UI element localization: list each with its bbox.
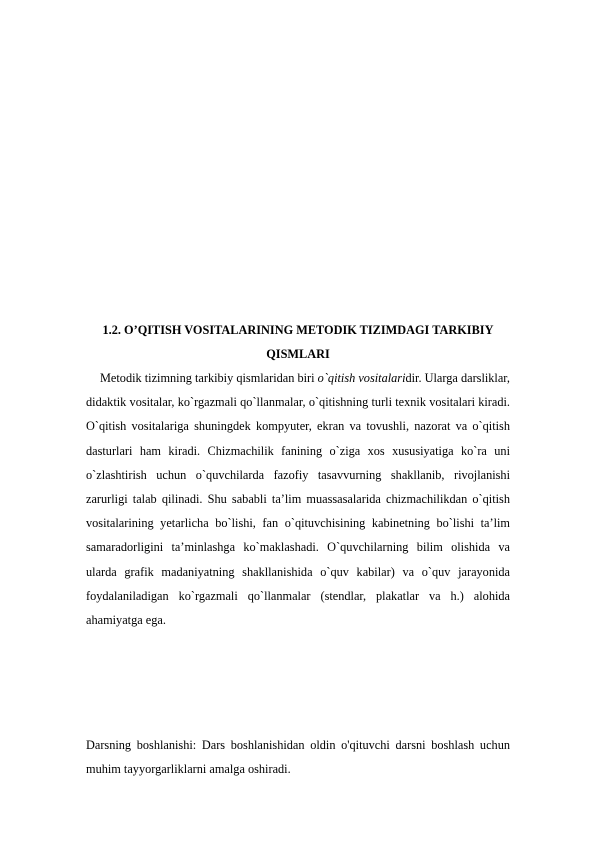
paragraph-1-start: Metodik tizimning tarkibiy qismlaridan biri xyxy=(100,371,318,385)
section-heading-line-2: QISMLARI xyxy=(266,347,330,361)
section-heading-line-1: 1.2. O’QITISH VOSITALARINING METODIK TIZIMDAGI TARKIBIY xyxy=(102,323,494,337)
document-body xyxy=(86,318,510,632)
paragraph-lesson-start: Darsning boshlanishi: Dars boshlanishidan oldin o'qituvchi darsni boshlash uchun muhim tayyorgarliklarni amalga oshiradi. xyxy=(86,738,510,776)
section-heading xyxy=(86,318,510,366)
paragraph-teaching-tools xyxy=(86,366,510,632)
paragraph-1-italic-term: o`qitish vositalari xyxy=(317,371,406,385)
paragraph-1-rest: dir. Ularga darsliklar, didaktik vositalar, ko`rgazmali qo`llanmalar, o`qitishning turli texnik vositalari kiradi. O`qitish vositalariga shuningdek kompyuter, ekran va tovushli, nazorat va o`qitish dasturlari ham kiradi. Chizmachilik fanining o`ziga xos xususiyatiga ko`ra uni o`zlashtirish uchun o`quvchilarda fazofiy tasavvurning shakllanib, rivojlanishi zarurligi talab qilinadi. Shu sababli ta’lim muassasalarida chizmachilikdan o`qitish vositalarining yetarlicha bo`lishi, fan o`qituvchisining kabinetning bo`lishi ta’lim samaradorligini ta’minlashga ko`maklashadi. O`quvchilarning bilim olishida va ularda grafik madaniyatning shakllanishida o`quv kabilar) va o`quv jarayonida foydalaniladigan ko`rgazmali qo`llanmalar (stendlar, plakatlar va h.) alohida ahamiyatga ega. xyxy=(86,371,510,628)
